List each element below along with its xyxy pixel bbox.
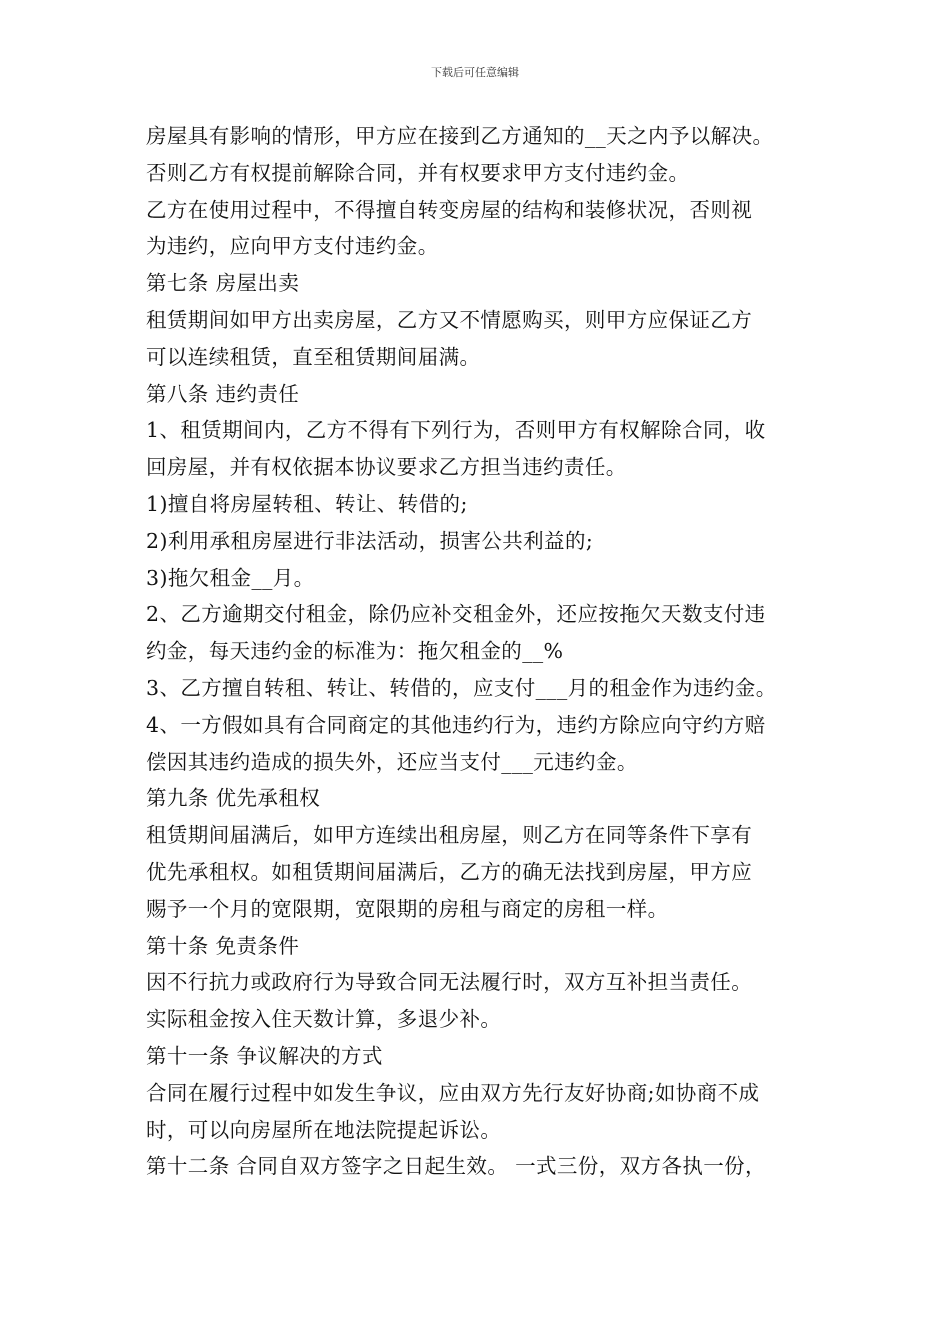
paragraph-line: 第十二条 合同自双方签字之日起生效。 一式三份，双方各执一份， xyxy=(146,1154,766,1179)
paragraph-line: 租赁期间如甲方出卖房屋，乙方又不情愿购买，则甲方应保证乙方 xyxy=(146,307,753,332)
section-heading: 第八条 违约责任 xyxy=(146,381,300,406)
section-heading: 第十一条 争议解决的方式 xyxy=(146,1043,383,1068)
paragraph-line: 1、租赁期间内，乙方不得有下列行为，否则甲方有权解除合同，收 xyxy=(146,418,766,443)
document-body xyxy=(146,118,826,1185)
paragraph-line: 可以连续租赁，直至租赁期间届满。 xyxy=(146,344,481,369)
paragraph-line: 房屋具有影响的情形，甲方应在接到乙方通知的__天之内予以解决。 xyxy=(146,124,774,148)
list-item: 1)擅自将房屋转租、转让、转借的; xyxy=(146,491,468,516)
paragraph-line: 约金，每天违约金的标准为：拖欠租金的__% xyxy=(146,639,564,664)
paragraph-line: 回房屋，并有权依据本协议要求乙方担当违约责任。 xyxy=(146,455,627,480)
paragraph-line: 为违约，应向甲方支付违约金。 xyxy=(146,234,439,259)
paragraph-line: 因不行抗力或政府行为导致合同无法履行时，双方互补担当责任。 xyxy=(146,970,753,995)
page-header: 下载后可任意编辑 xyxy=(431,66,519,79)
paragraph-line: 时，可以向房屋所在地法院提起诉讼。 xyxy=(146,1117,502,1142)
paragraph-line: 优先承租权。如租赁期间届满后，乙方的确无法找到房屋，甲方应 xyxy=(146,859,753,884)
paragraph-line: 合同在履行过程中如发生争议，应由双方先行友好协商;如协商不成 xyxy=(146,1080,760,1105)
paragraph-line: 乙方在使用过程中，不得擅自转变房屋的结构和装修状况，否则视 xyxy=(146,197,753,222)
list-item: 3)拖欠租金__月。 xyxy=(146,565,315,590)
list-item: 2)利用承租房屋进行非法活动，损害公共利益的; xyxy=(146,528,594,553)
paragraph-line: 实际租金按入住天数计算，多退少补。 xyxy=(146,1007,502,1032)
paragraph-line: 否则乙方有权提前解除合同，并有权要求甲方支付违约金。 xyxy=(146,160,690,185)
paragraph-line: 4、一方假如具有合同商定的其他违约行为，违约方除应向守约方赔 xyxy=(146,712,766,737)
paragraph-line: 3、乙方擅自转租、转让、转借的，应支付___月的租金作为违约金。 xyxy=(146,675,777,700)
paragraph-line: 赐予一个月的宽限期，宽限期的房租与商定的房租一样。 xyxy=(146,896,669,921)
paragraph-line: 租赁期间届满后，如甲方连续出租房屋，则乙方在同等条件下享有 xyxy=(146,823,753,848)
paragraph-line: 2、乙方逾期交付租金，除仍应补交租金外，还应按拖欠天数支付违 xyxy=(146,602,766,627)
section-heading: 第十条 免责条件 xyxy=(146,933,300,958)
section-heading: 第九条 优先承租权 xyxy=(146,786,321,811)
paragraph-line: 偿因其违约造成的损失外，还应当支付___元违约金。 xyxy=(146,749,638,774)
section-heading: 第七条 房屋出卖 xyxy=(146,271,300,296)
